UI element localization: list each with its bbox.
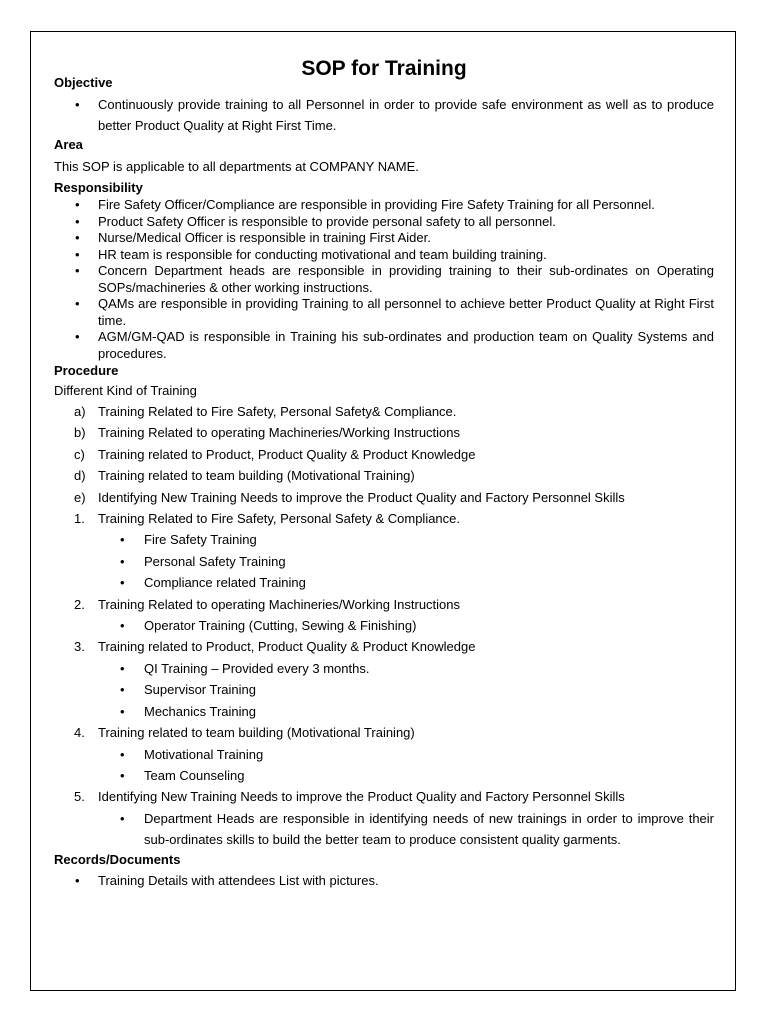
list-marker: a) bbox=[74, 404, 86, 419]
training-item: • QI Training – Provided every 3 months. bbox=[54, 658, 714, 679]
training-sections-list bbox=[54, 508, 714, 851]
document-body bbox=[54, 56, 714, 891]
training-section bbox=[54, 786, 714, 850]
list-marker: b) bbox=[74, 425, 86, 441]
training-item: • Compliance related Training bbox=[54, 572, 714, 593]
training-item: • Supervisor Training bbox=[54, 679, 714, 700]
training-kind-text: Training Related to operating Machineries/Working Instructions bbox=[98, 425, 461, 441]
training-item: • Operator Training (Cutting, Sewing & Finishing) bbox=[54, 615, 714, 636]
list-marker: d) bbox=[74, 468, 86, 484]
training-kind-text: Training Related to Fire Safety, Personal Safety& Compliance. bbox=[98, 404, 457, 419]
area-heading: Area bbox=[54, 137, 83, 152]
procedure-heading: Procedure bbox=[54, 363, 119, 378]
records-item: • Training Details with attendees List with pictures. bbox=[54, 870, 714, 891]
records-list bbox=[54, 870, 714, 891]
training-item: • Personal Safety Training bbox=[54, 551, 714, 572]
responsibility-item: • Concern Department heads are responsible in providing training to their sub-ordinates on Operating SOPs/machineries & other working instructions. bbox=[54, 263, 714, 296]
responsibility-item: • Fire Safety Officer/Compliance are responsible in providing Fire Safety Training for all Personnel. bbox=[54, 197, 714, 214]
responsibility-heading: Responsibility bbox=[54, 180, 143, 195]
document-title: SOP for Training bbox=[301, 57, 467, 80]
list-marker: 2. bbox=[74, 596, 85, 612]
training-section-title: Identifying New Training Needs to improve the Product Quality and Factory Personnel Skills bbox=[98, 789, 625, 805]
area-text: This SOP is applicable to all departments at COMPANY NAME. bbox=[54, 159, 419, 174]
responsibility-item: • QAMs are responsible in providing Training to all personnel to achieve better Product Quality at Right First time. bbox=[54, 296, 714, 329]
list-marker: 1. bbox=[74, 511, 85, 527]
list-marker: e) bbox=[74, 489, 86, 505]
list-marker: 3. bbox=[74, 639, 85, 655]
training-kinds-list bbox=[54, 401, 714, 508]
training-section bbox=[54, 722, 714, 786]
training-kind-item bbox=[54, 444, 714, 465]
list-marker: c) bbox=[74, 446, 85, 462]
responsibility-list bbox=[54, 197, 714, 362]
procedure-intro: Different Kind of Training bbox=[54, 383, 197, 398]
training-kind-text: Training related to team building (Motivational Training) bbox=[98, 468, 415, 484]
training-section bbox=[54, 636, 714, 722]
training-kind-text: Training related to Product, Product Quality & Product Knowledge bbox=[98, 446, 476, 462]
training-section bbox=[54, 594, 714, 637]
records-heading: Records/Documents bbox=[54, 851, 181, 867]
training-item: • Motivational Training bbox=[54, 744, 714, 765]
training-section-items bbox=[54, 658, 714, 722]
responsibility-item: • Nurse/Medical Officer is responsible in training First Aider. bbox=[54, 230, 714, 247]
training-kind-item bbox=[54, 422, 714, 443]
training-item: • Department Heads are responsible in identifying needs of new trainings in order to improve their sub-ordinates skills to build the better team to produce consistent quality garments. bbox=[54, 808, 714, 851]
training-section-title: Training Related to operating Machineries/Working Instructions bbox=[98, 596, 461, 612]
training-item: • Fire Safety Training bbox=[54, 529, 714, 550]
training-section-items bbox=[54, 808, 714, 851]
training-section-title: Training related to Product, Product Quality & Product Knowledge bbox=[98, 639, 476, 655]
training-item: • Team Counseling bbox=[54, 765, 714, 786]
training-section bbox=[54, 508, 714, 594]
training-section-items bbox=[54, 744, 714, 787]
training-section-items bbox=[54, 615, 714, 636]
training-section-items bbox=[54, 529, 714, 593]
list-marker: 4. bbox=[74, 725, 85, 741]
objective-list bbox=[54, 94, 714, 136]
training-kind-item bbox=[54, 465, 714, 486]
responsibility-item: • HR team is responsible for conducting motivational and team building training. bbox=[54, 247, 714, 264]
training-kind-item bbox=[54, 487, 714, 508]
list-marker: 5. bbox=[74, 789, 85, 805]
objective-item: • Continuously provide training to all Personnel in order to provide safe environment as well as to produce better Product Quality at Right First Time. bbox=[54, 94, 714, 136]
objective-heading: Objective bbox=[54, 75, 113, 90]
responsibility-item: • AGM/GM-QAD is responsible in Training his sub-ordinates and production team on Quality Systems and procedures. bbox=[54, 329, 714, 362]
training-section-title: Training Related to Fire Safety, Personal Safety & Compliance. bbox=[98, 511, 461, 527]
training-kind-text: Identifying New Training Needs to improve the Product Quality and Factory Personnel Skills bbox=[98, 489, 625, 505]
training-section-title: Training related to team building (Motivational Training) bbox=[98, 725, 415, 741]
training-item: • Mechanics Training bbox=[54, 701, 714, 722]
training-kind-item bbox=[54, 401, 714, 422]
responsibility-item: • Product Safety Officer is responsible to provide personal safety to all personnel. bbox=[54, 214, 714, 231]
